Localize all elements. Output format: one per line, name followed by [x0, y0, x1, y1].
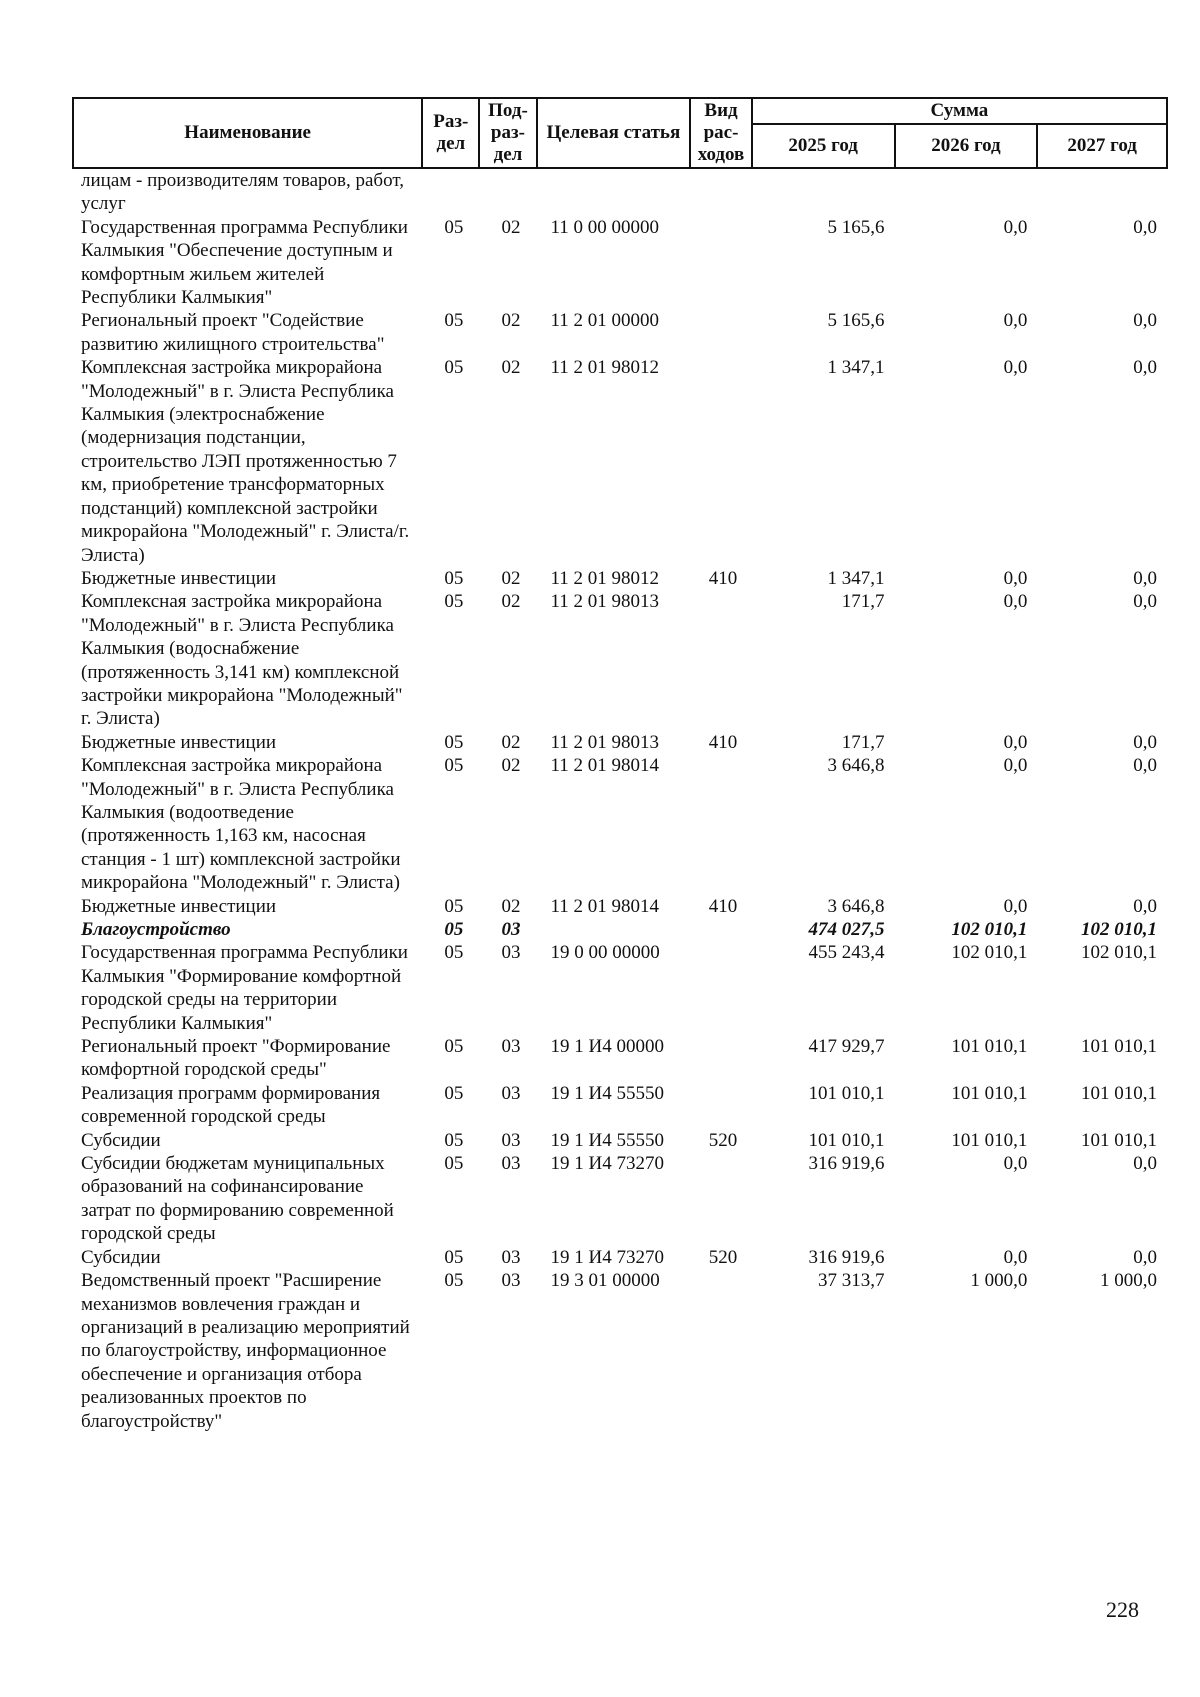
cell-name: Бюджетные инвестиции [81, 731, 277, 753]
header-name: Наименование [73, 98, 422, 168]
table-row [73, 1082, 1167, 1129]
table-body [73, 168, 1167, 1433]
table-row [73, 1129, 1167, 1152]
cell-subsection: 02 [501, 310, 521, 332]
cell-target-article: 11 2 01 98012 [550, 567, 660, 589]
cell-subsection: 03 [501, 942, 521, 964]
cell-name: Региональный проект "Формирование комфортной городской среды" [81, 1036, 391, 1081]
cell-name: Субсидии бюджетам муниципальных образований на софинансирование затрат по формированию современной городской среды [81, 1153, 394, 1245]
cell-target-article: 11 0 00 00000 [550, 216, 660, 238]
table-row [73, 918, 1167, 941]
cell-target-article: 19 1 И4 00000 [550, 1036, 664, 1058]
cell-2025: 1 347,1 [827, 357, 885, 379]
cell-2026: 0,0 [1003, 731, 1028, 753]
cell-expense-kind [690, 1269, 752, 1433]
cell-2025: 171,7 [841, 731, 885, 753]
cell-section: 05 [444, 310, 464, 332]
table-row [73, 216, 1167, 310]
table-row [73, 590, 1167, 730]
cell-2025: 101 010,1 [808, 1082, 885, 1104]
table-row [73, 1035, 1167, 1082]
cell-2027: 1 000,0 [1100, 1270, 1157, 1292]
cell-section: 05 [444, 942, 464, 964]
cell-section: 05 [444, 1246, 464, 1268]
cell-expense-kind: 410 [708, 895, 738, 917]
cell-2025: 474 027,5 [808, 919, 885, 940]
table-row [73, 1246, 1167, 1269]
cell-expense-kind [690, 168, 752, 216]
cell-name: Субсидии [81, 1129, 161, 1151]
cell-section: 05 [444, 216, 464, 238]
cell-target-article: 19 3 01 00000 [550, 1270, 660, 1292]
cell-2026: 0,0 [1003, 895, 1028, 917]
cell-section: 05 [444, 919, 464, 940]
cell-section: 05 [444, 731, 464, 753]
cell-target-article: 11 2 01 98013 [550, 731, 660, 753]
header-year-2027: 2027 год [1037, 124, 1167, 168]
cell-subsection: 02 [501, 357, 521, 379]
cell-subsection: 03 [501, 1153, 521, 1175]
cell-subsection: 02 [501, 895, 521, 917]
table-row [73, 309, 1167, 356]
cell-expense-kind [690, 918, 752, 941]
cell-2027: 0,0 [1133, 591, 1157, 613]
budget-table-page [72, 97, 1168, 1433]
cell-target-article: 19 1 И4 55550 [550, 1082, 664, 1104]
header-year-2026: 2026 год [895, 124, 1038, 168]
cell-subsection [479, 168, 536, 216]
cell-2027: 0,0 [1133, 567, 1157, 589]
cell-2026: 0,0 [1003, 591, 1028, 613]
cell-2027: 0,0 [1133, 895, 1157, 917]
cell-2025: 1 347,1 [827, 567, 885, 589]
cell-2026: 0,0 [1003, 1153, 1028, 1175]
cell-expense-kind [690, 1035, 752, 1082]
cell-subsection: 02 [501, 216, 521, 238]
cell-section: 05 [444, 1270, 464, 1292]
cell-section: 05 [444, 567, 464, 589]
cell-2027: 0,0 [1133, 357, 1157, 379]
cell-2027: 101 010,1 [1081, 1036, 1157, 1058]
cell-name: Комплексная застройка микрорайона "Молодежный" в г. Элиста Республика Калмыкия (водоснабжение (протяженность 3,141 км) комплексной застройки микрорайона "Молодежный" г. Элиста) [81, 591, 403, 730]
cell-target-article [537, 168, 691, 216]
cell-name: Государственная программа Республики Калмыкия "Формирование комфортной городской среды на территории Республики Калмыкия" [81, 942, 408, 1034]
cell-subsection: 02 [501, 567, 521, 589]
cell-2025 [752, 168, 895, 216]
cell-2026: 0,0 [1003, 310, 1028, 332]
cell-2025: 101 010,1 [808, 1129, 885, 1151]
cell-name: Комплексная застройка микрорайона "Молодежный" в г. Элиста Республика Калмыкия (электроснабжение (модернизация подстанции, строительство ЛЭП протяженностью 7 км, приобретение трансформаторных подстанций) комплексной застройки микрорайона "Молодежный" г. Элиста/г. Элиста) [81, 357, 410, 566]
cell-2025: 316 919,6 [808, 1246, 885, 1268]
cell-subsection: 03 [501, 1246, 521, 1268]
cell-2025: 3 646,8 [827, 895, 885, 917]
cell-2027: 0,0 [1133, 216, 1157, 238]
cell-2025: 5 165,6 [827, 216, 885, 238]
cell-2026: 0,0 [1003, 357, 1028, 379]
cell-2026: 0,0 [1003, 216, 1028, 238]
cell-2026: 0,0 [1003, 755, 1028, 777]
cell-section [422, 168, 479, 216]
cell-section: 05 [444, 1129, 464, 1151]
table-row [73, 356, 1167, 567]
cell-name: Бюджетные инвестиции [81, 895, 277, 917]
cell-2025: 5 165,6 [827, 310, 885, 332]
cell-subsection: 03 [501, 1036, 521, 1058]
cell-2025: 37 313,7 [818, 1270, 885, 1292]
cell-2027: 0,0 [1133, 310, 1157, 332]
cell-expense-kind [690, 1082, 752, 1129]
header-year-2025: 2025 год [752, 124, 895, 168]
cell-section: 05 [444, 1036, 464, 1058]
cell-subsection: 02 [501, 755, 521, 777]
cell-2026: 0,0 [1003, 567, 1028, 589]
table-row [73, 895, 1167, 918]
header-section: Раз- дел [422, 98, 479, 168]
cell-subsection: 02 [501, 731, 521, 753]
cell-2027 [1037, 168, 1167, 216]
cell-2027: 102 010,1 [1081, 919, 1157, 940]
cell-name: Комплексная застройка микрорайона "Молодежный" в г. Элиста Республика Калмыкия (водоотведение (протяженность 1,163 км, насосная станция - 1 шт) комплексной застройки микрорайона "Молодежный" г. Элиста) [81, 755, 401, 894]
cell-2027: 0,0 [1133, 1246, 1157, 1268]
cell-subsection: 03 [501, 1082, 521, 1104]
table-row [73, 567, 1167, 590]
cell-subsection: 03 [501, 1129, 521, 1151]
table-row [73, 1152, 1167, 1246]
cell-2025: 455 243,4 [808, 942, 885, 964]
cell-name: Реализация программ формирования современной городской среды [81, 1082, 381, 1128]
cell-section: 05 [444, 895, 464, 917]
table-row [73, 1269, 1167, 1433]
cell-target-article: 11 2 01 98014 [550, 895, 660, 917]
cell-expense-kind [690, 941, 752, 1035]
cell-target-article: 11 2 01 98012 [550, 357, 660, 379]
cell-2025: 171,7 [841, 591, 885, 613]
cell-name: Ведомственный проект "Расширение механизмов вовлечения граждан и организаций в реализацию мероприятий по благоустройству, информационное обеспечение и организация отбора реализованных проектов по благоустройству" [81, 1270, 410, 1432]
cell-name: Государственная программа Республики Калмыкия "Обеспечение доступным и комфортным жильем жителей Республики Калмыкия" [81, 216, 408, 309]
cell-expense-kind [690, 590, 752, 730]
cell-2025: 316 919,6 [808, 1153, 885, 1175]
cell-name: Субсидии [81, 1246, 161, 1268]
cell-subsection: 03 [501, 919, 521, 940]
cell-2027: 101 010,1 [1081, 1082, 1157, 1104]
cell-section: 05 [444, 1153, 464, 1175]
header-sum: Сумма [752, 98, 1167, 124]
cell-section: 05 [444, 755, 464, 777]
cell-expense-kind [690, 1152, 752, 1246]
cell-subsection: 03 [501, 1270, 521, 1292]
cell-target-article: 19 0 00 00000 [550, 942, 660, 964]
cell-2025: 417 929,7 [808, 1036, 885, 1058]
table-row [73, 168, 1167, 216]
cell-name: Благоустройство [81, 919, 231, 940]
cell-expense-kind [690, 309, 752, 356]
cell-expense-kind [690, 216, 752, 310]
cell-name: лицам - производителям товаров, работ, услуг [81, 170, 404, 215]
cell-name: Бюджетные инвестиции [81, 567, 277, 589]
cell-target-article: 19 1 И4 73270 [550, 1153, 664, 1175]
cell-2025: 3 646,8 [827, 755, 885, 777]
page-number: 228 [1106, 1597, 1139, 1622]
cell-2026: 101 010,1 [951, 1082, 1028, 1104]
cell-expense-kind: 520 [708, 1129, 738, 1151]
cell-expense-kind: 410 [708, 731, 738, 753]
cell-subsection: 02 [501, 591, 521, 613]
cell-2027: 0,0 [1133, 1153, 1157, 1175]
cell-expense-kind [690, 356, 752, 567]
cell-2026: 101 010,1 [951, 1036, 1028, 1058]
header-expense-kind: Вид рас- ходов [690, 98, 752, 168]
table-row [73, 731, 1167, 754]
cell-2027: 0,0 [1133, 731, 1157, 753]
table-row [73, 941, 1167, 1035]
cell-section: 05 [444, 591, 464, 613]
cell-2026 [895, 168, 1038, 216]
cell-2026: 102 010,1 [951, 919, 1028, 940]
cell-2026: 1 000,0 [970, 1270, 1028, 1292]
cell-target-article: 19 1 И4 55550 [550, 1129, 664, 1151]
table-header [73, 98, 1167, 168]
cell-target-article: 11 2 01 98014 [550, 755, 660, 777]
cell-target-article: 19 1 И4 73270 [550, 1246, 664, 1268]
cell-target-article: 11 2 01 00000 [550, 310, 660, 332]
cell-2027: 0,0 [1133, 755, 1157, 777]
cell-target-article [537, 918, 691, 941]
cell-expense-kind: 410 [708, 567, 738, 589]
cell-expense-kind [690, 754, 752, 894]
cell-target-article: 11 2 01 98013 [550, 591, 660, 613]
cell-section: 05 [444, 357, 464, 379]
cell-2026: 102 010,1 [951, 942, 1028, 964]
header-target-article: Целевая статья [537, 98, 691, 168]
header-subsection: Под- раз- дел [479, 98, 536, 168]
cell-2027: 101 010,1 [1081, 1129, 1157, 1151]
cell-section: 05 [444, 1082, 464, 1104]
cell-2026: 101 010,1 [951, 1129, 1028, 1151]
cell-2026: 0,0 [1003, 1246, 1028, 1268]
table-row [73, 754, 1167, 894]
cell-2027: 102 010,1 [1081, 942, 1157, 964]
cell-expense-kind: 520 [708, 1246, 738, 1268]
cell-name: Региональный проект "Содействие развитию жилищного строительства" [81, 310, 385, 355]
budget-table [72, 97, 1168, 1433]
